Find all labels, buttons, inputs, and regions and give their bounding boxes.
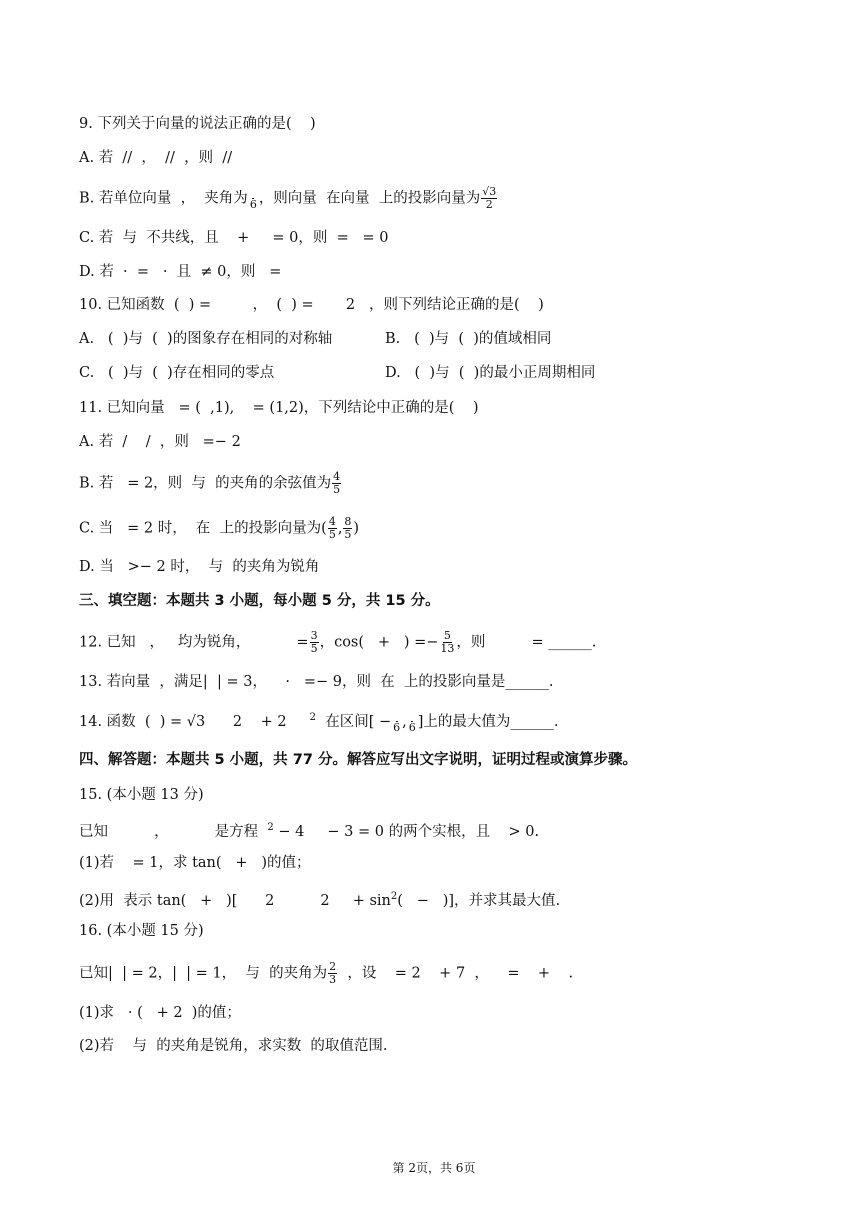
q16-stem-pre: 已知| | = 2，| | = 1， 与 的夹角为 [79,965,328,982]
q11-option-a: A. 若 / / ，则 =− 2 [79,434,241,450]
q16-heading: 16. (本小题 15 分) [79,923,204,939]
q16-part-1: (1)求 · ( + 2 )的值； [79,1005,241,1021]
q9-option-b-frac1: 6 [249,186,258,211]
q15-stem [79,818,539,842]
q9-option-d: D. 若 · = · 且 ≠ 0，则 = [79,264,282,280]
q10-stem: 10. 已知函数 ( ) = ， ( ) = 2 ，则下列结论正确的是( ) [79,297,544,313]
q11-stem: 11. 已知向量 = ( ,1), = (1,2)，下列结论中正确的是( ) [79,400,479,416]
q15-part-2-sup: 2 [390,891,398,902]
q12-frac1: $\frac{3}{5}$ [310,629,318,655]
q9-option-b-frac2: $\frac{√3}{2}$ [482,185,497,211]
q14-sep: , [402,713,407,730]
q11-option-b-frac: $\frac{4}{5}$ [333,470,341,496]
q12-pre: 12. 已知 ， 均为锐角， = [79,634,309,651]
q11-option-d: D. 当 >− 2 时， 与 的夹角为锐角 [79,559,320,575]
q14-pre: 14. 函数 ( ) = √3 2 + 2 [79,713,310,730]
q11-option-b [79,471,342,496]
q11-option-b-text: B. 若 = 2，则 与 的夹角的余弦值为 [79,475,332,492]
q15-stem-pre: 已知 ， 是方程 [79,823,268,840]
q15-part-2-post: ( − )]，并求其最大值. [397,892,561,909]
q12 [79,630,596,655]
q9-stem: 9. 下列关于向量的说法正确的是( ) [79,116,316,132]
q14-post: ]上的最大值为______. [417,713,559,730]
q14-frac1: 6 [392,709,401,734]
q12-frac2: $\frac{5}{13}$ [440,629,455,655]
q11-option-c-close: ) [353,520,360,537]
q14-mid: 在区间[ − [315,713,392,730]
q10-option-a: A. ( )与 ( )的图象存在相同的对称轴 [79,331,333,347]
q11-option-c: C. 当 = 2 时， 在 上的投影向量为( $\frac{4}{5}$ , $\frac{8}{5}$ ) [79,515,360,541]
q16-stem-frac: $\frac{2}{3}$ [329,960,337,986]
q16-part-2: (2)若 与 的夹角是锐角，求实数 的取值范围. [79,1038,388,1054]
q9-option-b [79,186,498,211]
q10-option-d: D. ( )与 ( )的最小正周期相同 [385,365,596,381]
q10-option-c: C. ( )与 ( )存在相同的零点 [79,365,275,381]
q9-option-a: A. 若 // ， // ，则 // [79,150,233,166]
q12-mid: ，cos( + ) =− [319,634,439,651]
q9-option-b-mid: ，则向量 在向量 上的投影向量为 [258,190,481,207]
q15-stem-post: − 4 − 3 = 0 的两个实根，且 > 0. [273,823,540,840]
q15-stem-sup: 2 [267,822,274,833]
q14 [79,708,559,734]
q10-option-b: B. ( )与 ( )的值域相同 [385,331,552,347]
q15-heading: 15. (本小题 13 分) [79,787,204,803]
q11-option-c-frac2: $\frac{8}{5}$ [344,515,352,541]
q14-sup: 2 [309,712,316,723]
q13: 13. 若向量 ，满足| | = 3， · =− 9，则 在 上的投影向量是______. [79,674,554,690]
q14-frac2: 6 [408,709,417,734]
q9-option-b-pre: B. 若单位向量 ， 夹角为 [79,190,248,207]
q15-part-2 [79,887,560,911]
q11-option-c-text: C. 当 = 2 时， 在 上的投影向量为( [79,520,327,537]
q11-option-c-frac1: $\frac{4}{5}$ [328,515,336,541]
q9-option-c: C. 若 与 不共线，且 + = 0，则 = = 0 [79,230,389,246]
q15-part-2-pre: (2)用 表示 tan( + )[ 2 2 + sin [79,892,391,909]
q16-stem-post: ，设 = 2 + 7 ， = + . [338,965,574,982]
section-3-heading: 三、填空题：本题共 3 小题，每小题 5 分，共 15 分。 [79,593,440,609]
q12-post: ，则 = ______. [456,634,597,651]
q16-stem [79,961,573,986]
section-4-heading: 四、解答题：本题共 5 小题，共 77 分。解答应写出文字说明，证明过程或演算步骤。 [79,752,637,768]
q15-part-1: (1)若 = 1，求 tan( + )的值； [79,855,311,871]
page-footer: 第 2页，共 6页 [392,1161,476,1175]
